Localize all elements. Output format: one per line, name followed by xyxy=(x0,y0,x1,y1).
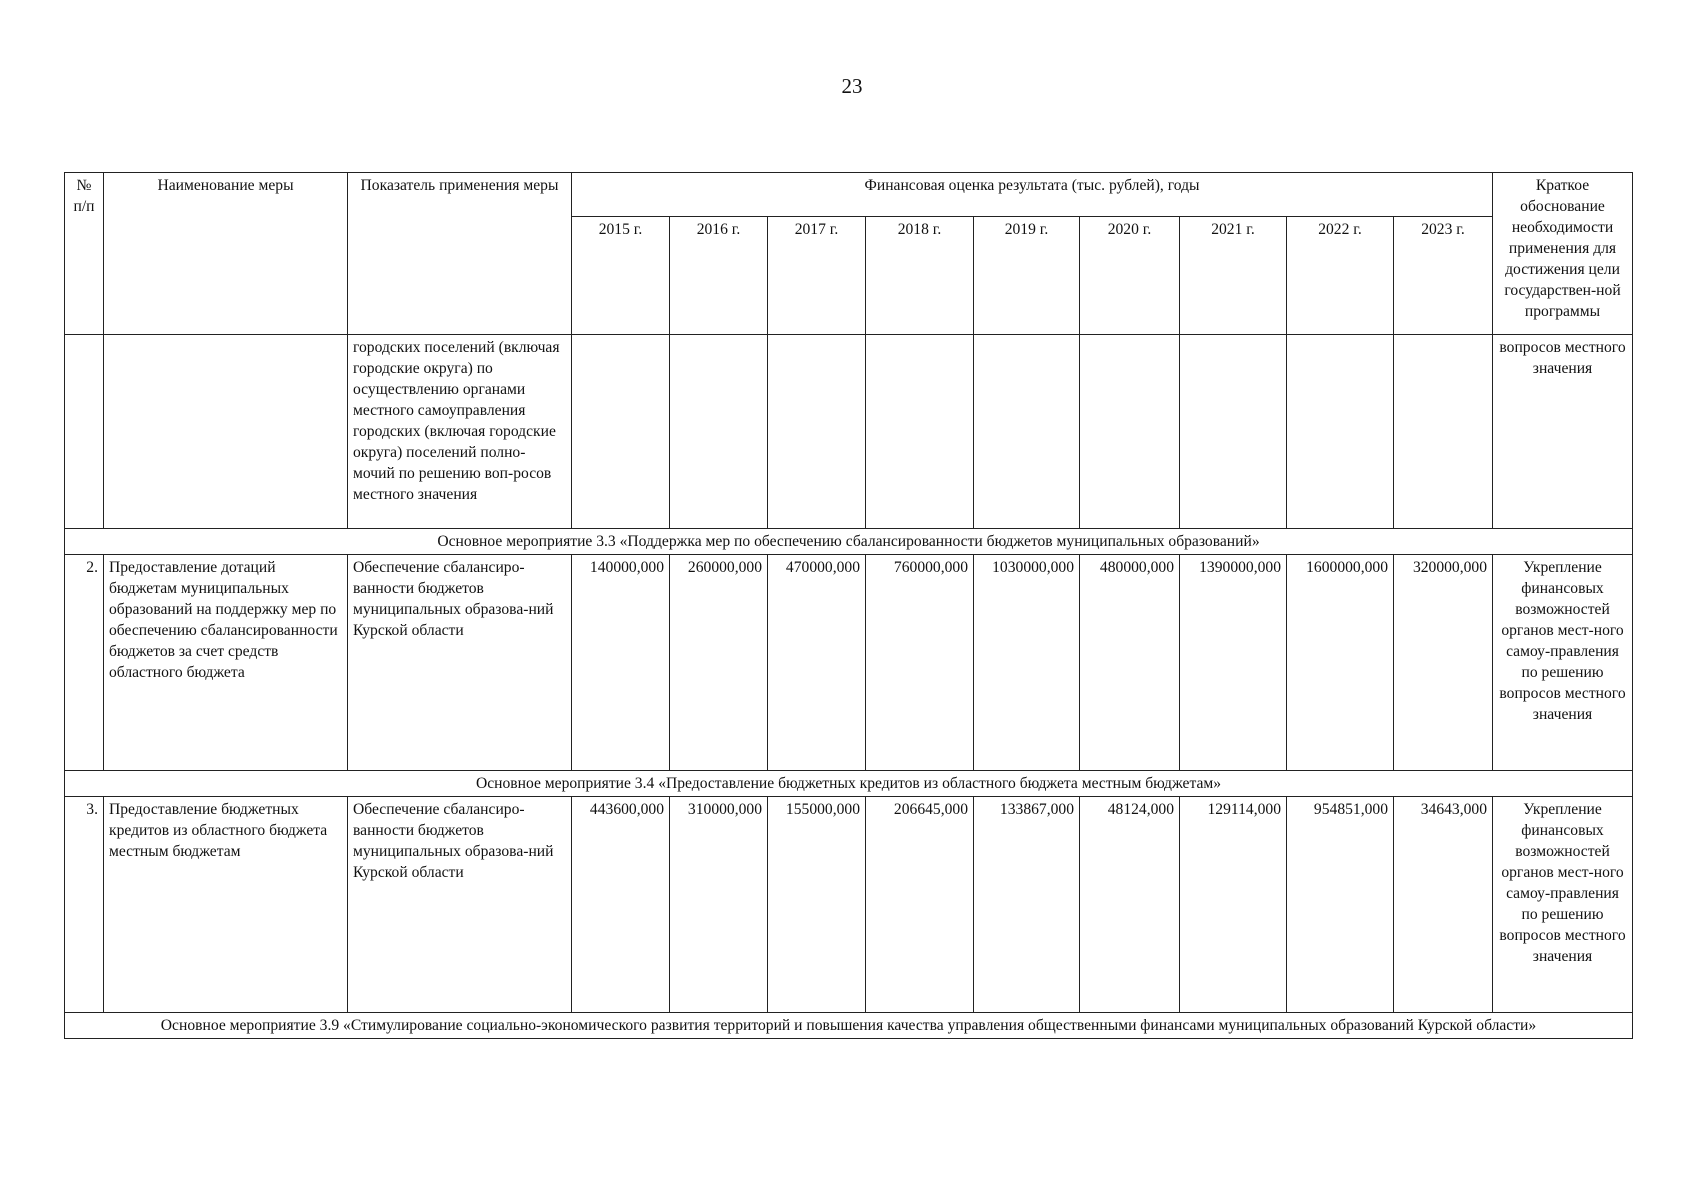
cell-indicator: Обеспечение сбалансиро-ванности бюджетов муниципальных образова-ний Курской области xyxy=(348,555,572,771)
cell-value: 133867,000 xyxy=(974,797,1080,1013)
header-justification: Краткое обоснование необходимости применения для достижения цели государствен-ной программы xyxy=(1493,173,1633,335)
section-title: Основное мероприятие 3.4 «Предоставление бюджетных кредитов из областного бюджета местным бюджетам» xyxy=(65,771,1633,797)
cell-justification: Укрепление финансовых возможностей органов мест-ного самоу-правления по решению вопросов местного значения xyxy=(1493,555,1633,771)
cell-value: 1030000,000 xyxy=(974,555,1080,771)
cell-value: 206645,000 xyxy=(866,797,974,1013)
header-year: 2021 г. xyxy=(1180,217,1287,335)
cell-empty xyxy=(866,335,974,529)
cell-empty xyxy=(104,335,348,529)
table-row-continuation xyxy=(65,335,1633,529)
header-year: 2023 г. xyxy=(1394,217,1493,335)
cell-value: 34643,000 xyxy=(1394,797,1493,1013)
cell-value: 760000,000 xyxy=(866,555,974,771)
header-year: 2018 г. xyxy=(866,217,974,335)
cell-name: Предоставление дотаций бюджетам муниципальных образований на поддержку мер по обеспечению сбалансированности бюджетов за счет средств областного бюджета xyxy=(104,555,348,771)
cell-value: 260000,000 xyxy=(670,555,768,771)
header-year: 2017 г. xyxy=(768,217,866,335)
header-name: Наименование меры xyxy=(104,173,348,335)
cell-justification: Укрепление финансовых возможностей органов мест-ного самоу-правления по решению вопросов местного значения xyxy=(1493,797,1633,1013)
measures-table xyxy=(64,172,1633,1039)
cell-name: Предоставление бюджетных кредитов из областного бюджета местным бюджетам xyxy=(104,797,348,1013)
cell-value: 320000,000 xyxy=(1394,555,1493,771)
cell-no: 2. xyxy=(65,555,104,771)
page-number: 23 xyxy=(841,74,863,98)
cell-indicator: городских поселений (включая городские округа) по осуществлению органами местного самоуправления городских (включая городские округа) поселений полно-мочий по решению воп-росов местного значения xyxy=(348,335,572,529)
header-row xyxy=(65,173,1633,217)
section-row-3-3 xyxy=(65,529,1633,555)
header-year: 2022 г. xyxy=(1287,217,1394,335)
cell-empty xyxy=(974,335,1080,529)
header-year: 2016 г. xyxy=(670,217,768,335)
table-row xyxy=(65,555,1633,771)
header-year: 2020 г. xyxy=(1080,217,1180,335)
cell-value: 129114,000 xyxy=(1180,797,1287,1013)
cell-value: 140000,000 xyxy=(572,555,670,771)
cell-indicator: Обеспечение сбалансиро-ванности бюджетов муниципальных образова-ний Курской области xyxy=(348,797,572,1013)
section-title: Основное мероприятие 3.3 «Поддержка мер по обеспечению сбалансированности бюджетов муниципальных образований» xyxy=(65,529,1633,555)
section-row-3-4 xyxy=(65,771,1633,797)
table-row xyxy=(65,797,1633,1013)
cell-empty xyxy=(1394,335,1493,529)
cell-value: 1390000,000 xyxy=(1180,555,1287,771)
cell-empty xyxy=(65,335,104,529)
cell-justification: вопросов местного значения xyxy=(1493,335,1633,529)
header-financial-assessment: Финансовая оценка результата (тыс. рублей), годы xyxy=(572,173,1493,217)
cell-value: 470000,000 xyxy=(768,555,866,771)
cell-value: 954851,000 xyxy=(1287,797,1394,1013)
cell-value: 155000,000 xyxy=(768,797,866,1013)
cell-empty xyxy=(670,335,768,529)
cell-value: 1600000,000 xyxy=(1287,555,1394,771)
cell-empty xyxy=(572,335,670,529)
cell-value: 310000,000 xyxy=(670,797,768,1013)
section-row-3-9 xyxy=(65,1013,1633,1039)
cell-empty xyxy=(1080,335,1180,529)
cell-empty xyxy=(1287,335,1394,529)
header-no: № п/п xyxy=(65,173,104,335)
cell-empty xyxy=(768,335,866,529)
header-year: 2019 г. xyxy=(974,217,1080,335)
cell-value: 48124,000 xyxy=(1080,797,1180,1013)
cell-value: 480000,000 xyxy=(1080,555,1180,771)
section-title: Основное мероприятие 3.9 «Стимулирование социально-экономического развития территорий и повышения качества управления общественными финансами муниципальных образований Курской области» xyxy=(65,1013,1633,1039)
header-year: 2015 г. xyxy=(572,217,670,335)
header-indicator: Показатель применения меры xyxy=(348,173,572,335)
cell-no: 3. xyxy=(65,797,104,1013)
cell-value: 443600,000 xyxy=(572,797,670,1013)
cell-empty xyxy=(1180,335,1287,529)
